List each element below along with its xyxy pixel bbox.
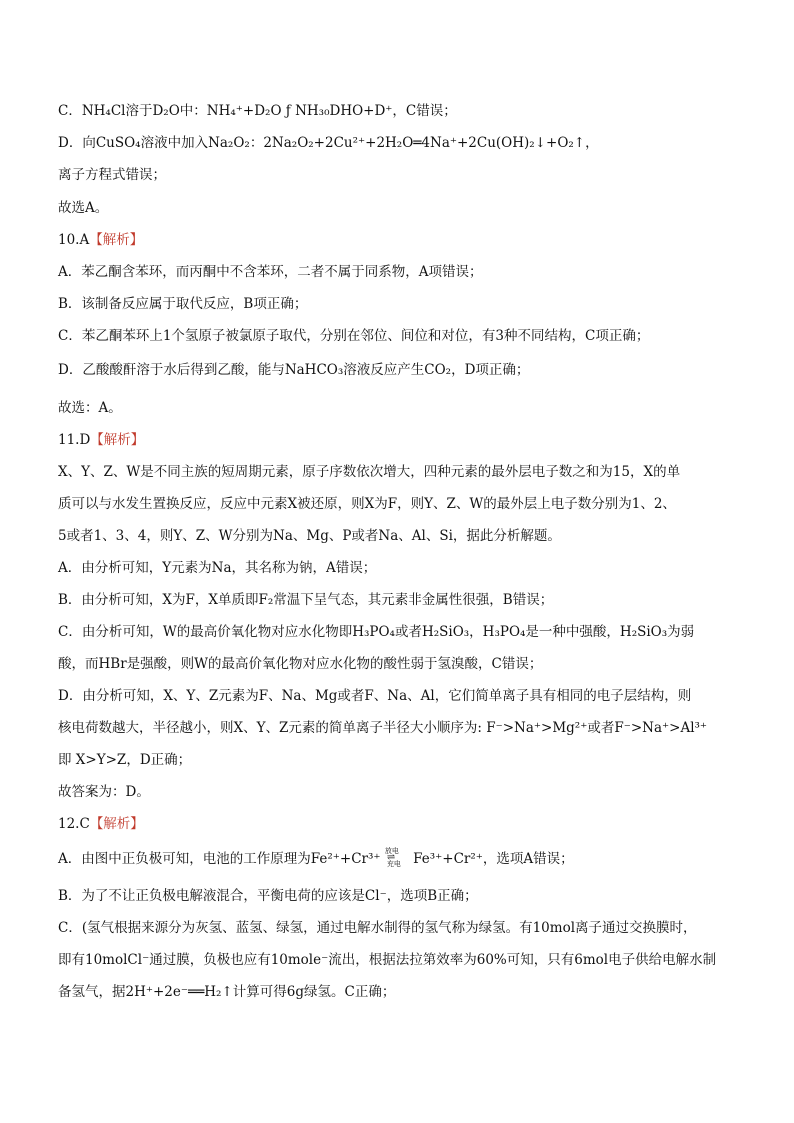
- text-line: 即 X>Y>Z，D正确；: [58, 752, 192, 768]
- text-line: D．乙酸酸酐溶于水后得到乙酸，能与NaHCO₃溶液反应产生CO₂，D项正确；: [58, 362, 530, 378]
- text-line: 5或者1、3、4，则Y、Z、W分别为Na、Mg、P或者Na、Al、Si，据此分析解题。: [58, 528, 561, 544]
- text-line: 核电荷数越大，半径越小，则X、Y、Z元素的简单离子半径大小顺序为: F⁻>Na⁺>Mg²⁺或者F⁻>Na⁺>Al³⁺: [58, 720, 708, 736]
- text-line: 酸，而HBr是强酸，则W的最高价氧化物对应水化物的酸性弱于氢溴酸，C错误；: [58, 656, 543, 672]
- text-line: 备氢气，据2H⁺+2e⁻══H₂↑计算可得6g绿氢。C正确；: [58, 984, 396, 1000]
- text-line: 故答案为：D。: [58, 784, 150, 800]
- text-line: 故选A。: [58, 200, 109, 216]
- equilibrium-arrow-icon: ⇌: [386, 851, 396, 863]
- answer-heading-10: [58, 230, 744, 250]
- text-line: B．为了不让正负极电解液混合，平衡电荷的应该是Cl⁻，选项B正确；: [58, 888, 478, 904]
- reaction-prefix: A．由图中正负极可知，电池的工作原理为Fe²⁺+Cr³⁺: [58, 851, 381, 867]
- answer-heading-11: [58, 430, 744, 450]
- text-line-reaction: [58, 846, 744, 870]
- text-line: B．由分析可知，X为F，X单质即F₂常温下呈气态，其元素非金属性很强，B错误；: [58, 592, 554, 608]
- reaction-suffix: Fe³⁺+Cr²⁺，选项A错误；: [413, 851, 574, 867]
- discharge-label: 放电: [384, 846, 399, 855]
- text-line: 故选：A。: [58, 400, 122, 416]
- text-line: A．苯乙酮含苯环，而丙酮中不含苯环，二者不属于同系物，A项错误；: [58, 264, 483, 280]
- text-line: D．向CuSO₄溶液中加入Na₂O₂：2Na₂O₂+2Cu²⁺+2H₂O═4Na⁺+2Cu(OH)₂↓+O₂↑，: [58, 135, 599, 151]
- reversible-arrow: [384, 846, 409, 870]
- text-line: 即有10molCl⁻通过膜，负极也应有10mole⁻流出，根据法拉第效率为60%可知，只有6mol电子供给电解水制: [58, 952, 717, 968]
- text-line: A．由分析可知，Y元素为Na，其名称为钠，A错误；: [58, 560, 377, 576]
- text-line: C．NH₄Cl溶于D₂O中：NH₄⁺+D₂O ƒ NH₃₀DHO+D⁺，C错误；: [58, 103, 457, 119]
- text-line: C．(氢气根据来源分为灰氢、蓝氢、绿氢，通过电解水制得的氢气称为绿氢。有10mol离子通过交换膜时，: [58, 920, 697, 936]
- analysis-tag: 【解析】: [89, 816, 144, 832]
- answer-number: 11.D: [58, 432, 91, 448]
- text-line: C．由分析可知，W的最高价氧化物对应水化物即H₃PO₄或者H₂SiO₃，H₃PO₄是一种中强酸，H₂SiO₃为弱: [58, 624, 695, 640]
- text-line: B．该制备反应属于取代反应，B项正确；: [58, 296, 308, 312]
- answer-number: 10.A: [58, 232, 90, 248]
- text-line: 离子方程式错误；: [58, 167, 166, 183]
- text-line: X、Y、Z、W是不同主族的短周期元素，原子序数依次增大，四种元素的最外层电子数之和为15，X的单: [58, 464, 681, 480]
- analysis-tag: 【解析】: [90, 432, 145, 448]
- answer-number: 12.C: [58, 816, 90, 832]
- text-line: C．苯乙酮苯环上1个氢原子被氯原子取代，分别在邻位、间位和对位，有3种不同结构，C项正确；: [58, 328, 650, 344]
- analysis-tag: 【解析】: [89, 232, 144, 248]
- charge-label: 充电: [386, 859, 401, 868]
- text-line: D．由分析可知，X、Y、Z元素为F、Na、Mg或者F、Na、Al，它们简单离子具有相同的电子层结构，则: [58, 688, 692, 704]
- text-line: 质可以与水发生置换反应，反应中元素X被还原，则X为F，则Y、Z、W的最外层上电子数分别为1、2、: [58, 496, 676, 512]
- answer-heading-12: [58, 814, 744, 834]
